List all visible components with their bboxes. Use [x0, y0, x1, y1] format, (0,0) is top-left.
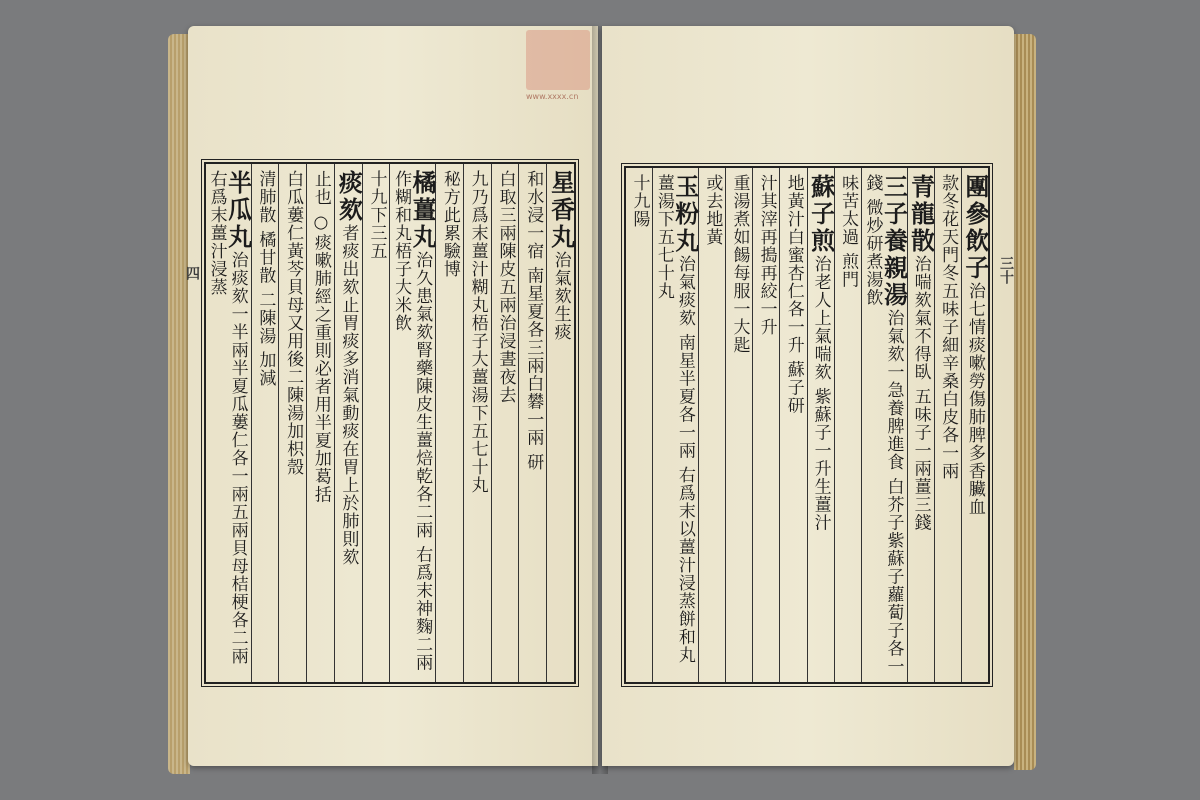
text-frame-left — [204, 162, 576, 684]
open-book — [168, 26, 1036, 778]
section-heading: 半瓜丸 — [223, 170, 253, 251]
section-heading: 三子養親湯 — [879, 174, 909, 309]
text-column — [961, 168, 988, 682]
column-text: 白瓜蔞仁黃芩貝母又用後二陳湯加枳殼 — [283, 170, 304, 476]
column-text: 白取三兩陳皮五兩治浸晝夜去 — [495, 170, 516, 404]
right-page — [602, 26, 1014, 766]
column-text: 治喘欬氣不得臥 五味子一兩薑三錢 — [910, 255, 931, 532]
column-text: 九乃爲末薑汁糊丸梧子大薑湯下五七十丸 — [467, 170, 488, 494]
text-column — [807, 168, 834, 682]
column-text: 者痰出欬止胃痰多消氣動痰在胃上於肺則欬 — [338, 224, 359, 566]
text-column — [907, 168, 934, 682]
text-column — [251, 164, 279, 682]
text-column — [334, 164, 362, 682]
text-column — [752, 168, 779, 682]
text-column — [306, 164, 334, 682]
seal-watermark-text: www.xxxx.cn — [526, 92, 579, 101]
column-text: 治痰欬一半兩半夏瓜蔞仁各一兩五兩貝母桔梗各二兩右爲末薑汁浸蒸 — [206, 170, 248, 665]
text-column — [206, 164, 251, 682]
column-text: 治氣欬一急養脾進食 白芥子紫蘇子蘿蔔子各一錢 微炒研煮湯飲 — [862, 174, 904, 676]
text-column — [362, 164, 390, 682]
section-heading: 星香丸 — [546, 170, 576, 251]
collector-seal — [526, 30, 590, 90]
column-text: 秘方此累驗博 — [439, 170, 460, 278]
section-heading: 玉粉丸 — [670, 174, 700, 255]
text-column — [779, 168, 806, 682]
section-heading: 蘇子煎 — [806, 174, 836, 255]
section-heading: 痰欬 — [334, 170, 364, 224]
section-heading: 團參飲子 — [960, 174, 990, 282]
column-text: 款冬花天門冬五味子細辛桑白皮各一兩 — [938, 174, 959, 480]
text-column — [861, 168, 907, 682]
text-frame-right — [624, 166, 990, 684]
column-text: 治老人上氣喘欬 紫蘇子一升生薑汁 — [810, 255, 831, 532]
text-column — [463, 164, 491, 682]
column-text: 治氣欬生痰 — [550, 251, 571, 341]
column-text: 地黃汁白蜜杏仁各一升 蘇子研 — [783, 174, 804, 415]
column-text: 十九下三五 — [366, 170, 387, 260]
text-column — [934, 168, 961, 682]
column-grid-right — [626, 168, 988, 682]
text-column — [626, 168, 652, 682]
page-stack-left — [168, 34, 190, 774]
text-column — [725, 168, 752, 682]
left-page — [184, 26, 598, 766]
text-column — [546, 164, 574, 682]
text-column — [834, 168, 861, 682]
text-column — [518, 164, 546, 682]
text-column — [652, 168, 698, 682]
text-column — [435, 164, 463, 682]
column-text: 治七情痰嗽勞傷肺脾多香臟血 — [964, 282, 985, 516]
column-text: 治氣痰欬 南星半夏各一兩 右爲末以薑汁浸蒸餅和丸薑湯下五七十丸 — [653, 174, 695, 664]
text-column — [698, 168, 725, 682]
page-stack-right — [1014, 34, 1036, 770]
column-text: 治久患氣欬腎藥陳皮生薑焙乾各二兩 右爲末神麴二兩作糊和丸梧子大米飲 — [391, 170, 433, 672]
column-text: 重湯煮如餳每服一大匙 — [729, 174, 750, 354]
folio-left: 四 — [184, 266, 200, 280]
column-grid-left — [206, 164, 574, 682]
text-column — [491, 164, 519, 682]
column-text: 汁其滓再搗再絞一升 — [756, 174, 777, 336]
folio-right: 三十 — [998, 256, 1014, 284]
column-text: 或去地黃 — [702, 174, 723, 246]
column-text: 止也 ○痰嗽肺經之重則必者用半夏加葛括 — [310, 170, 331, 504]
column-text: 和水浸一宿 南星夏各三兩白礬一兩 研 — [523, 170, 544, 471]
section-heading: 橘薑丸 — [408, 170, 438, 251]
section-heading: 青龍散 — [906, 174, 936, 255]
text-column — [389, 164, 438, 682]
column-text: 味苦太過 煎門 — [838, 174, 859, 289]
column-text: 十九陽 — [629, 174, 650, 228]
text-column — [278, 164, 306, 682]
column-text: 清肺散 橘甘散 二陳湯 加減 — [255, 170, 276, 388]
